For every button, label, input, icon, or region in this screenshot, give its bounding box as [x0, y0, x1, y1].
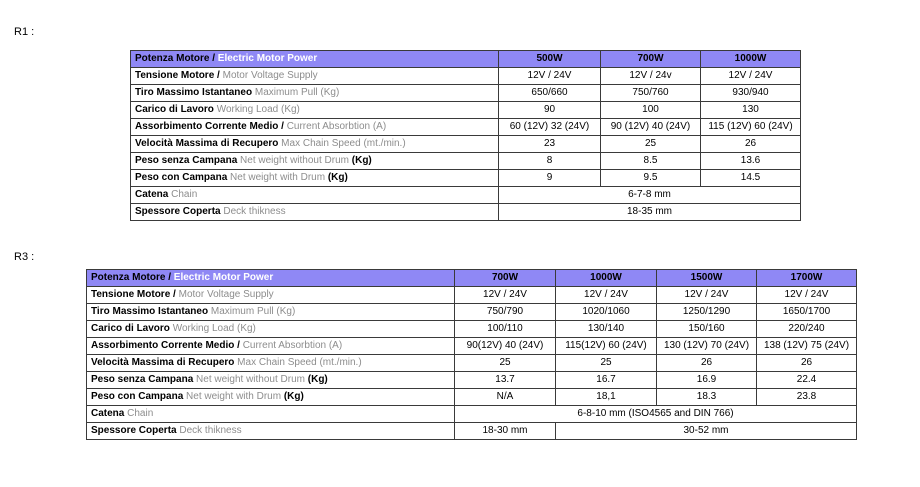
row-label-unit: (Kg)	[304, 374, 328, 385]
header-label-it: Potenza Motore /	[91, 272, 172, 283]
row-label-cell	[131, 153, 499, 170]
table-row	[87, 321, 857, 338]
value-cell: 23	[499, 136, 601, 153]
value-cell: 23.8	[757, 389, 857, 406]
value-cell: 25	[455, 355, 556, 372]
value-cell: 100	[601, 102, 701, 119]
row-label-it: Peso senza Campana	[91, 374, 194, 385]
table-header-row	[131, 51, 801, 68]
value-cell: 12V / 24V	[556, 287, 657, 304]
value-cell: 12V / 24V	[657, 287, 757, 304]
deck-label-cell	[87, 423, 455, 440]
row-label-cell	[87, 304, 455, 321]
header-label-en: Electric Motor Power	[217, 53, 318, 64]
value-cell: 220/240	[757, 321, 857, 338]
value-cell: 930/940	[701, 85, 801, 102]
row-label-unit: (Kg)	[325, 172, 348, 183]
value-cell: 12V / 24v	[601, 68, 701, 85]
row-label-en: Working Load (Kg)	[216, 104, 300, 115]
value-cell: 60 (12V) 32 (24V)	[499, 119, 601, 136]
row-label-en: Motor Voltage Supply	[178, 289, 274, 300]
row-label-it: Peso senza Campana	[135, 155, 238, 166]
value-cell: 18,1	[556, 389, 657, 406]
deck-label-it: Spessore Coperta	[135, 206, 221, 217]
value-cell: 100/110	[455, 321, 556, 338]
row-label-en: Working Load (Kg)	[172, 323, 256, 334]
table-row	[87, 338, 857, 355]
deck-value-cell-first: 18-30 mm	[455, 423, 556, 440]
row-label-en: Net weight without Drum	[196, 374, 305, 385]
chain-label-it: Catena	[135, 189, 169, 200]
section-label-r1: R1 :	[14, 26, 35, 38]
table-row	[131, 119, 801, 136]
value-cell: 16.7	[556, 372, 657, 389]
row-label-it: Assorbimento Corrente Medio /	[135, 121, 284, 132]
value-cell: 14.5	[701, 170, 801, 187]
chain-label-it: Catena	[91, 408, 125, 419]
table-row	[87, 304, 857, 321]
value-cell: 8	[499, 153, 601, 170]
row-label-en: Net weight with Drum	[230, 172, 326, 183]
value-cell: 130 (12V) 70 (24V)	[657, 338, 757, 355]
value-cell: 9	[499, 170, 601, 187]
row-label-en: Maximum Pull (Kg)	[210, 306, 296, 317]
deck-label-cell	[131, 204, 499, 221]
row-label-it: Tensione Motore	[135, 70, 215, 81]
value-cell: 1250/1290	[657, 304, 757, 321]
deck-value-cell: 18-35 mm	[499, 204, 801, 221]
table-row	[87, 389, 857, 406]
row-label-en: Max Chain Speed (mt./min.)	[281, 138, 406, 149]
row-label-cell	[131, 85, 499, 102]
value-cell: 12V / 24V	[701, 68, 801, 85]
value-cell: 150/160	[657, 321, 757, 338]
header-col-1: 700W	[455, 270, 556, 287]
row-label-unit: (Kg)	[281, 391, 304, 402]
value-cell: 13.6	[701, 153, 801, 170]
spec-table-r1-body	[131, 51, 801, 221]
row-label-unit: (Kg)	[348, 155, 372, 166]
spec-table-r3	[86, 269, 857, 440]
table-row	[131, 170, 801, 187]
header-label-cell	[131, 51, 499, 68]
chain-label-cell	[87, 406, 455, 423]
row-label-it: Assorbimento Corrente Medio /	[91, 340, 240, 351]
value-cell: 138 (12V) 75 (24V)	[757, 338, 857, 355]
row-label-it: Tiro Massimo Istantaneo	[135, 87, 253, 98]
table-header-row	[87, 270, 857, 287]
row-label-it: Peso con Campana	[135, 172, 228, 183]
row-label-it: Carico di Lavoro	[91, 323, 170, 334]
table-row	[131, 102, 801, 119]
deck-row	[131, 204, 801, 221]
value-cell: 90 (12V) 40 (24V)	[601, 119, 701, 136]
chain-value-cell: 6-8-10 mm (ISO4565 and DIN 766)	[455, 406, 857, 423]
header-label-cell	[87, 270, 455, 287]
row-label-it: Velocità Massima di Recupero	[135, 138, 279, 149]
chain-label-en: Chain	[171, 189, 198, 200]
row-label-en: Maximum Pull (Kg)	[254, 87, 340, 98]
chain-label-en: Chain	[127, 408, 154, 419]
chain-row	[131, 187, 801, 204]
value-cell: 750/790	[455, 304, 556, 321]
value-cell: 9.5	[601, 170, 701, 187]
value-cell: 8.5	[601, 153, 701, 170]
value-cell: N/A	[455, 389, 556, 406]
row-label-en: Current Absorbtion (A)	[242, 340, 343, 351]
value-cell: 22.4	[757, 372, 857, 389]
value-cell: 650/660	[499, 85, 601, 102]
row-label-it: Tensione Motore	[91, 289, 171, 300]
deck-label-it: Spessore Coperta	[91, 425, 177, 436]
header-label-en: Electric Motor Power	[173, 272, 274, 283]
row-label-cell	[131, 102, 499, 119]
row-label-cell	[87, 338, 455, 355]
value-cell: 115(12V) 60 (24V)	[556, 338, 657, 355]
row-label-cell	[87, 355, 455, 372]
header-col-3: 1000W	[701, 51, 801, 68]
table-row	[131, 85, 801, 102]
header-col-4: 1700W	[757, 270, 857, 287]
row-label-it: Carico di Lavoro	[135, 104, 214, 115]
header-col-2: 700W	[601, 51, 701, 68]
row-label-en: Net weight with Drum	[186, 391, 282, 402]
table-row	[87, 355, 857, 372]
value-cell: 16.9	[657, 372, 757, 389]
value-cell: 90(12V) 40 (24V)	[455, 338, 556, 355]
value-cell: 26	[657, 355, 757, 372]
table-row	[131, 153, 801, 170]
value-cell: 130	[701, 102, 801, 119]
header-col-3: 1500W	[657, 270, 757, 287]
table-row	[87, 287, 857, 304]
table-row	[131, 68, 801, 85]
row-label-cell	[131, 170, 499, 187]
header-col-1: 500W	[499, 51, 601, 68]
value-cell: 750/760	[601, 85, 701, 102]
value-cell: 90	[499, 102, 601, 119]
row-label-en: Max Chain Speed (mt./min.)	[237, 357, 362, 368]
spec-table-r1	[130, 50, 801, 221]
header-col-2: 1000W	[556, 270, 657, 287]
row-label-en: Motor Voltage Supply	[222, 70, 318, 81]
spec-table-r3-body	[87, 270, 857, 440]
value-cell: 12V / 24V	[757, 287, 857, 304]
value-cell: 1020/1060	[556, 304, 657, 321]
deck-value-cell-rest: 30-52 mm	[556, 423, 857, 440]
value-cell: 115 (12V) 60 (24V)	[701, 119, 801, 136]
row-label-cell	[131, 119, 499, 136]
row-label-sep: /	[214, 70, 223, 81]
row-label-it: Peso con Campana	[91, 391, 184, 402]
deck-row	[87, 423, 857, 440]
value-cell: 26	[701, 136, 801, 153]
section-label-r3: R3 :	[14, 251, 35, 263]
row-label-cell	[87, 321, 455, 338]
row-label-en: Net weight without Drum	[240, 155, 349, 166]
header-label-it: Potenza Motore /	[135, 53, 216, 64]
chain-label-cell	[131, 187, 499, 204]
value-cell: 26	[757, 355, 857, 372]
row-label-cell	[131, 68, 499, 85]
value-cell: 12V / 24V	[455, 287, 556, 304]
row-label-it: Velocità Massima di Recupero	[91, 357, 235, 368]
table-row	[87, 372, 857, 389]
chain-value-cell: 6-7-8 mm	[499, 187, 801, 204]
table-row	[131, 136, 801, 153]
deck-label-en: Deck thikness	[179, 425, 242, 436]
row-label-cell	[87, 389, 455, 406]
chain-row	[87, 406, 857, 423]
row-label-it: Tiro Massimo Istantaneo	[91, 306, 209, 317]
row-label-en: Current Absorbtion (A)	[286, 121, 387, 132]
value-cell: 1650/1700	[757, 304, 857, 321]
row-label-cell	[87, 287, 455, 304]
row-label-cell	[87, 372, 455, 389]
value-cell: 130/140	[556, 321, 657, 338]
row-label-cell	[131, 136, 499, 153]
value-cell: 25	[556, 355, 657, 372]
value-cell: 18.3	[657, 389, 757, 406]
value-cell: 12V / 24V	[499, 68, 601, 85]
value-cell: 25	[601, 136, 701, 153]
row-label-sep: /	[170, 289, 179, 300]
deck-label-en: Deck thikness	[223, 206, 286, 217]
value-cell: 13.7	[455, 372, 556, 389]
